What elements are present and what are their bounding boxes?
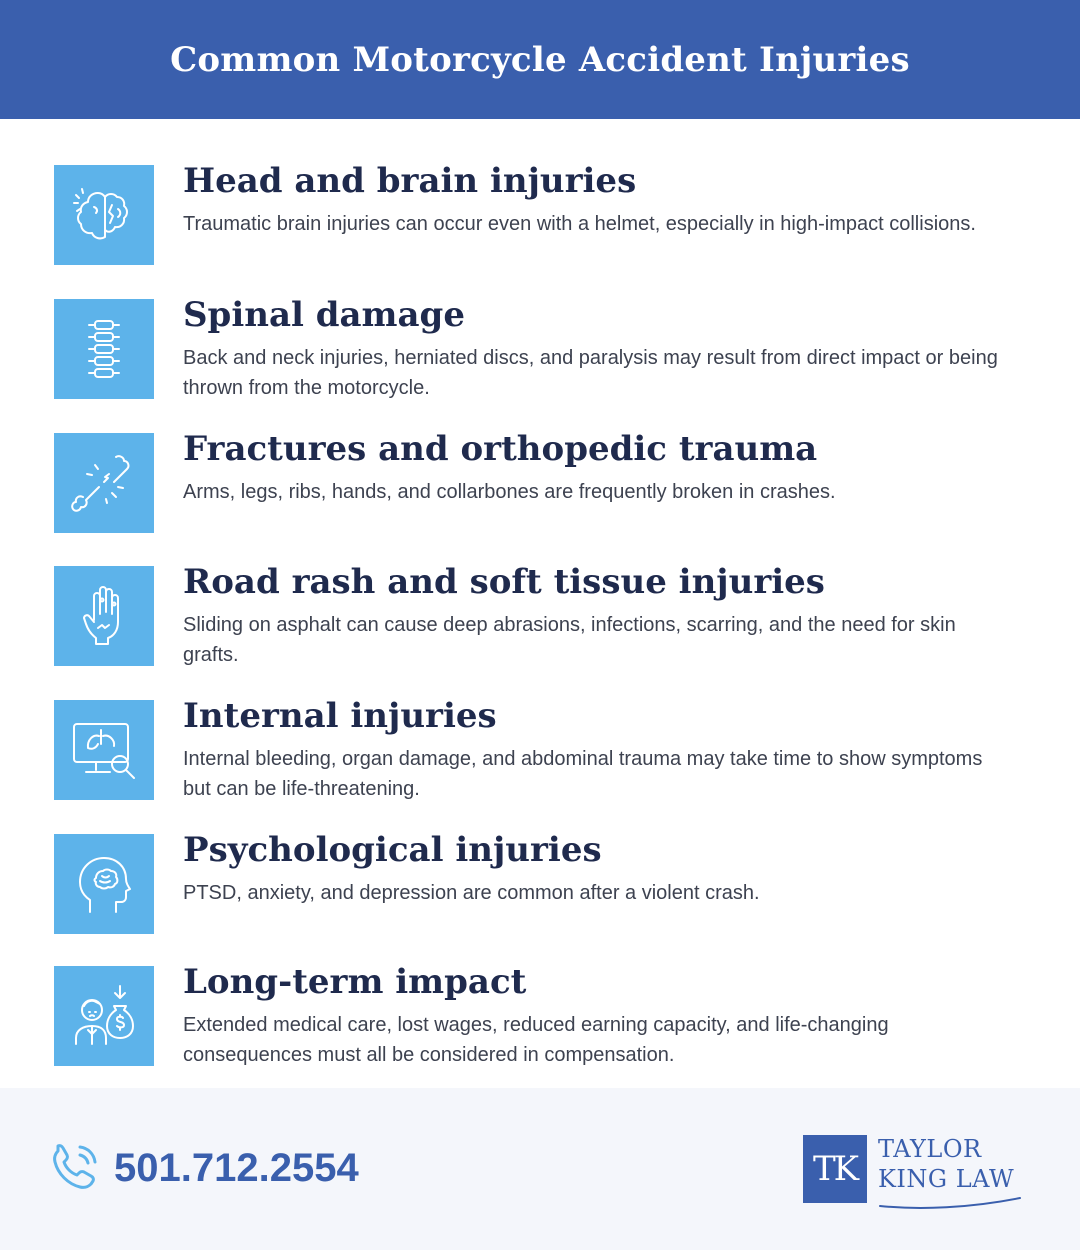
injury-description: Arms, legs, ribs, hands, and collarbones are frequently broken in crashes. (183, 481, 836, 503)
injury-title: Psychological injuries (183, 830, 602, 870)
injury-title: Spinal damage (183, 295, 465, 335)
logo-line-2: KING LAW (878, 1165, 1015, 1193)
money-loss-icon (54, 966, 154, 1066)
injury-title: Fractures and orthopedic trauma (183, 429, 818, 469)
injury-description: Sliding on asphalt can cause deep abrasions, infections, scarring, and the need for skin grafts. (183, 614, 956, 666)
injury-item-head-brain (54, 161, 1034, 265)
injury-description: Traumatic brain injuries can occur even with a helmet, especially in high-impact collisions. (183, 213, 976, 235)
injury-description: Internal bleeding, organ damage, and abdominal trauma may take time to show symptoms but can be life-threatening. (183, 748, 983, 800)
injury-description: PTSD, anxiety, and depression are common after a violent crash. (183, 882, 760, 904)
brain-icon (54, 165, 154, 265)
injury-title: Long-term impact (183, 962, 527, 1002)
head-mind-icon (54, 834, 154, 934)
phone-number-link[interactable]: 501.712.2554 (114, 1146, 359, 1190)
page-title: Common Motorcycle Accident Injuries (170, 39, 910, 80)
injury-title: Internal injuries (183, 696, 497, 736)
injury-title: Road rash and soft tissue injuries (183, 562, 825, 602)
logo-line-1: TAYLOR (878, 1135, 982, 1163)
injury-item-psychological (54, 830, 1034, 934)
injury-description: Extended medical care, lost wages, reduced earning capacity, and life-changing consequences must all be considered in compensation. (183, 1014, 889, 1066)
injury-item-road-rash (54, 562, 1034, 666)
injury-title: Head and brain injuries (183, 161, 637, 201)
taylor-king-logo-mark: TK (803, 1135, 867, 1203)
injury-item-spinal (54, 295, 1034, 399)
injury-item-fractures (54, 429, 1034, 533)
spine-icon (54, 299, 154, 399)
phone-icon (50, 1143, 100, 1193)
injury-item-long-term (54, 962, 1034, 1066)
injury-item-internal (54, 696, 1034, 800)
page-header (0, 0, 1080, 119)
page-footer (0, 1088, 1080, 1250)
taylor-king-logo-text (878, 1134, 1014, 1194)
logo-swoosh-icon (878, 1196, 1023, 1210)
xray-monitor-icon (54, 700, 154, 800)
injury-description: Back and neck injuries, herniated discs, and paralysis may result from direct impact or being thrown from the motorcycle. (183, 347, 998, 399)
broken-bone-icon (54, 433, 154, 533)
injured-hand-icon (54, 566, 154, 666)
